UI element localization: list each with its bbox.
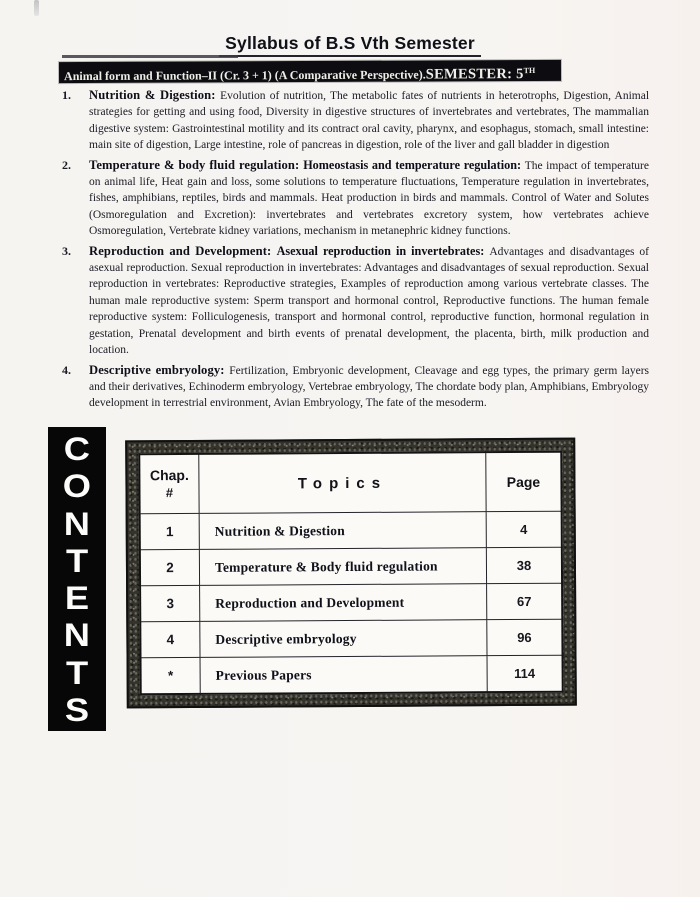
semester-label: SEMESTER: 5: [425, 66, 524, 83]
section-body: The impact of temperature on animal life, Heat gain and loss, some solutions to temperature fluctuations, Temperature regulation in invertebrates, fishes, amphibians, reptiles, birds and mammals. Heat production in birds and mammals. Control of Water and Solutes (Osmoregulation and Excretion): invertebrates and vertebrates excretory system, how vertebrates achieve Osmoregulation, Vertebrate kidney variations, mechanism in metanephric kidney functions.: [89, 159, 649, 238]
table-row: [140, 583, 562, 622]
topic-cell: Previous Papers: [200, 656, 487, 694]
topics-header-label: Topics: [297, 474, 388, 492]
section-number: 3.: [62, 243, 71, 258]
section-body: Fertilization, Embryonic development, Cleavage and egg types, the primary germ layers and their derivatives, Echinoderm embryology, Vertebrae embryology, The chordate body plan, Amphibians, Embryology development in terrestrial environment, Avian Embryology, The fate of the mesoderm.: [89, 364, 649, 410]
column-header-chapter: [139, 454, 199, 514]
page-header-label: Page: [506, 473, 541, 491]
column-header-topics: [199, 452, 486, 513]
page-number-cell: 67: [487, 583, 563, 619]
section-number: 4.: [62, 362, 71, 377]
topic-cell: Nutrition & Digestion: [199, 512, 486, 550]
chapter-header-symbol: #: [165, 484, 174, 500]
chapter-number-cell: 2: [140, 549, 200, 585]
table-row: [141, 655, 563, 694]
course-name: Animal form and Function–II (Cr. 3 + 1) (A Comparative Perspective).: [63, 67, 426, 84]
chapter-header-label: Chap.: [149, 467, 189, 484]
column-header-page: [486, 452, 562, 512]
syllabus-section: [62, 87, 649, 154]
topic-cell: Reproduction and Development: [200, 584, 487, 622]
course-header-bar: [59, 60, 561, 83]
page-number-cell: 96: [487, 619, 563, 655]
syllabus-section: [62, 362, 649, 412]
title-row: [0, 33, 700, 57]
contents-banner-letter: T: [65, 654, 89, 691]
chapter-number-cell: 4: [140, 621, 200, 657]
contents-table-header: [139, 452, 561, 514]
section-body: Evolution of nutrition, The metabolic fates of nutrients in heterotrophs, Digestion, Animal strategies for getting and using food, Diversity in digestive structures of invertebrates and vertebrates, The mammalian digestive system: Gastrointestinal motility and its contract oral cavity, pharynx, and esophagus, stomach, small intestine: main site of digestion, Large intestine, role of pancreas in digestion, role of the liver and gall bladder in digestion: [89, 90, 650, 152]
page-number-cell: 38: [486, 547, 562, 583]
section-heading: Nutrition & Digestion:: [89, 88, 216, 102]
section-subheading: Asexual reproduction in invertebrates:: [276, 243, 485, 258]
contents-banner-letter: S: [64, 691, 90, 728]
chapter-number-cell: 3: [140, 585, 200, 621]
syllabus-sections: [62, 87, 649, 415]
contents-banner-letter: N: [63, 504, 91, 542]
section-subheading: Homeostasis and temperature regulation:: [303, 157, 522, 172]
title-underline-extension: [62, 55, 238, 58]
section-heading: Reproduction and Development:: [89, 243, 272, 258]
contents-table-frame: [125, 438, 577, 709]
contents-table: [138, 451, 563, 696]
contents-banner: [48, 427, 106, 731]
chapter-number-cell: *: [141, 657, 201, 694]
contents-banner-letter: E: [64, 579, 90, 616]
scan-artifact: [34, 0, 39, 16]
section-heading: Temperature & body fluid regulation:: [89, 157, 300, 172]
contents-banner-letter: O: [62, 467, 92, 504]
section-number: 2.: [62, 157, 71, 172]
contents-banner-letter: C: [63, 430, 91, 467]
table-row: [140, 547, 562, 586]
topic-cell: Descriptive embryology: [200, 620, 487, 658]
page-title: Syllabus of B.S Vth Semester: [219, 33, 481, 57]
contents-banner-letter: T: [65, 542, 89, 579]
semester-ordinal: TH: [523, 66, 536, 76]
page-number-cell: 4: [486, 511, 562, 547]
section-heading: Descriptive embryology:: [89, 362, 225, 377]
table-row: [140, 511, 562, 550]
contents-banner-letter: N: [63, 616, 91, 654]
page-number-cell: 114: [487, 655, 563, 692]
chapter-number-cell: 1: [140, 513, 200, 549]
section-body: Advantages and disadvantages of asexual reproduction. Sexual reproduction in invertebrates: Advantages and disadvantages of sexual reproduction. Sexual reproduction in vertebrates: Reproductive strategies, Examples of reproduction among various vertebrate classes. The human male reproductive system: Sperm transport and hormonal control, Reproductive functions. The human female reproductive system: Folliculogenesis, transport and hormonal control, reproductive function, hormonal regulation in gestation, Prenatal development and birth events of prenatal development, the placenta, birth, milk production and location.: [89, 245, 649, 357]
table-row: [140, 619, 562, 658]
syllabus-section: [62, 243, 649, 359]
topic-cell: Temperature & Body fluid regulation: [199, 548, 486, 586]
syllabus-section: [62, 157, 649, 240]
section-number: 1.: [62, 88, 71, 102]
